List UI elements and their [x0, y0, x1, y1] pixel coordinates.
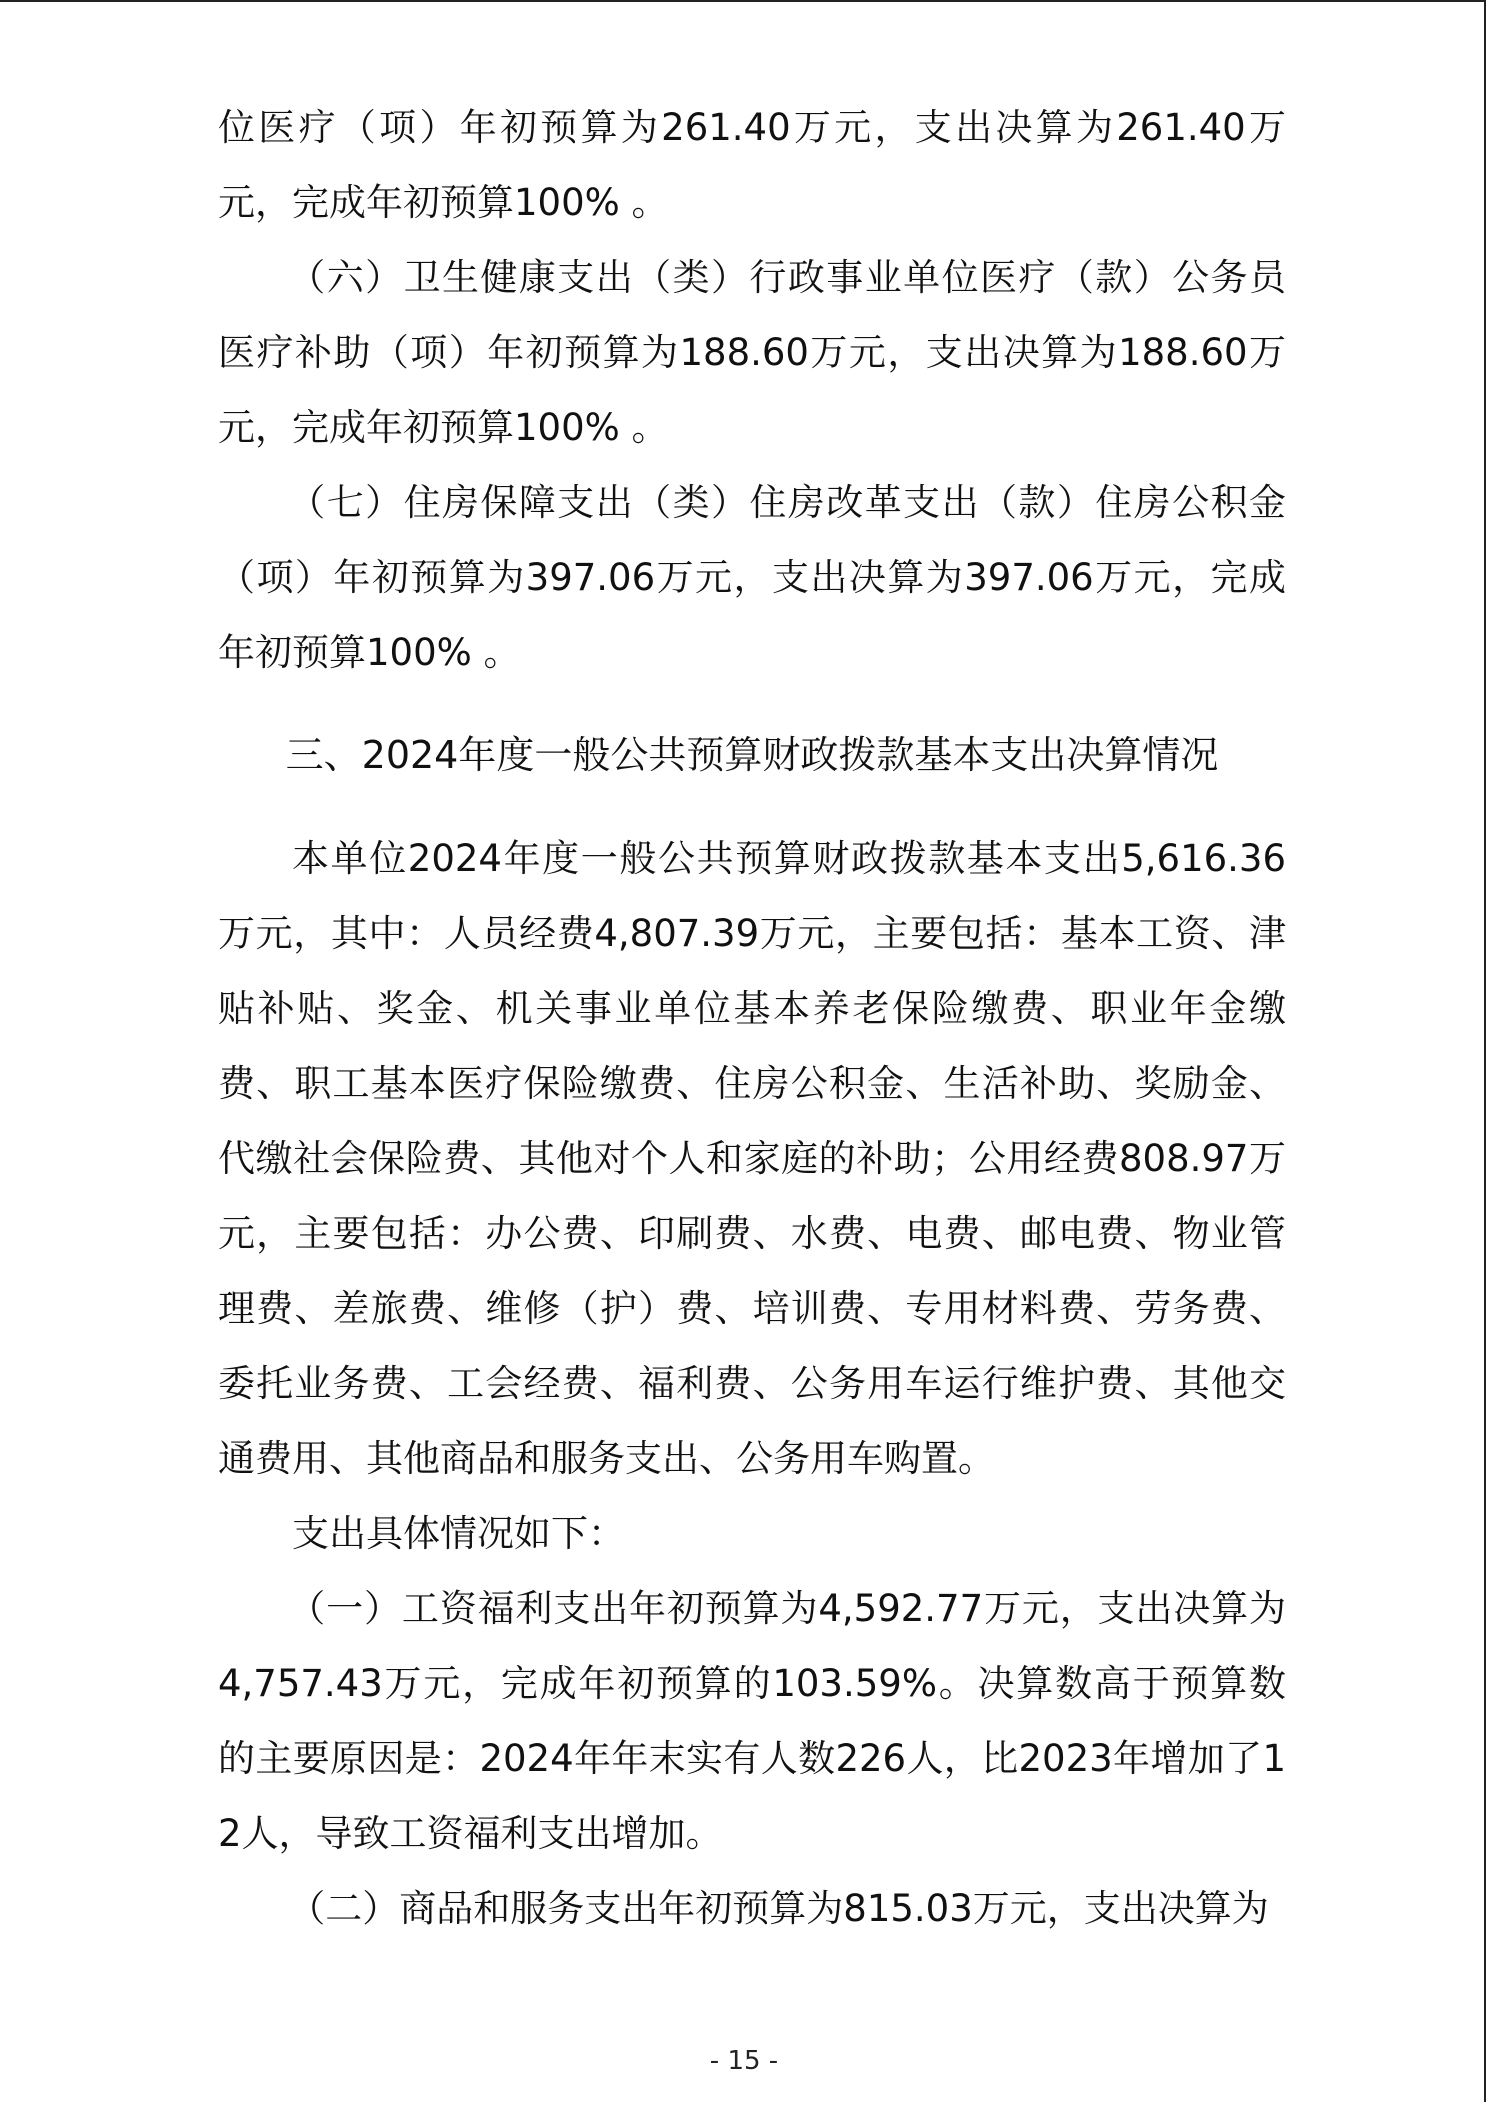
paragraph-detail-2: （二）商品和服务支出年初预算为815.03万元，支出决算为: [288, 1887, 1269, 1930]
section-title: 三、2024年度一般公共预算财政拨款基本支出决算情况: [285, 733, 1219, 777]
page-number: - 15 -: [709, 2046, 779, 2076]
paragraph-item-7: （七）住房保障支出（类）住房改革支出（款）住房公积金（项）年初预算为397.06万元，支出决算为397.06万元，完成年初预算100% 。: [218, 481, 1286, 674]
paragraph-item-6: （六）卫生健康支出（类）行政事业单位医疗（款）公务员医疗补助（项）年初预算为188.60万元，支出决算为188.60万元，完成年初预算100% 。: [218, 256, 1286, 449]
paragraph-continued-item-5: 位医疗（项）年初预算为261.40万元，支出决算为261.40万元，完成年初预算100% 。: [218, 106, 1286, 224]
paragraph-details-intro: 支出具体情况如下：: [292, 1512, 625, 1555]
paragraph-summary: 本单位2024年度一般公共预算财政拨款基本支出5,616.36万元，其中：人员经费4,807.39万元，主要包括：基本工资、津贴补贴、奖金、机关事业单位基本养老保险缴费、职业年金缴费、职工基本医疗保险缴费、住房公积金、生活补助、奖励金、代缴社会保险费、其他对个人和家庭的补助；公用经费808.97万元，主要包括：办公费、印刷费、水费、电费、邮电费、物业管理费、差旅费、维修（护）费、培训费、专用材料费、劳务费、委托业务费、工会经费、福利费、公务用车运行维护费、其他交通费用、其他商品和服务支出、公务用车购置。: [218, 837, 1286, 1480]
document-body: [218, 90, 1286, 1946]
paragraph-detail-1: （一）工资福利支出年初预算为4,592.77万元，支出决算为4,757.43万元，完成年初预算的103.59%。决算数高于预算数的主要原因是：2024年年末实有人数226人，比2023年增加了12人，导致工资福利支出增加。: [218, 1587, 1286, 1855]
